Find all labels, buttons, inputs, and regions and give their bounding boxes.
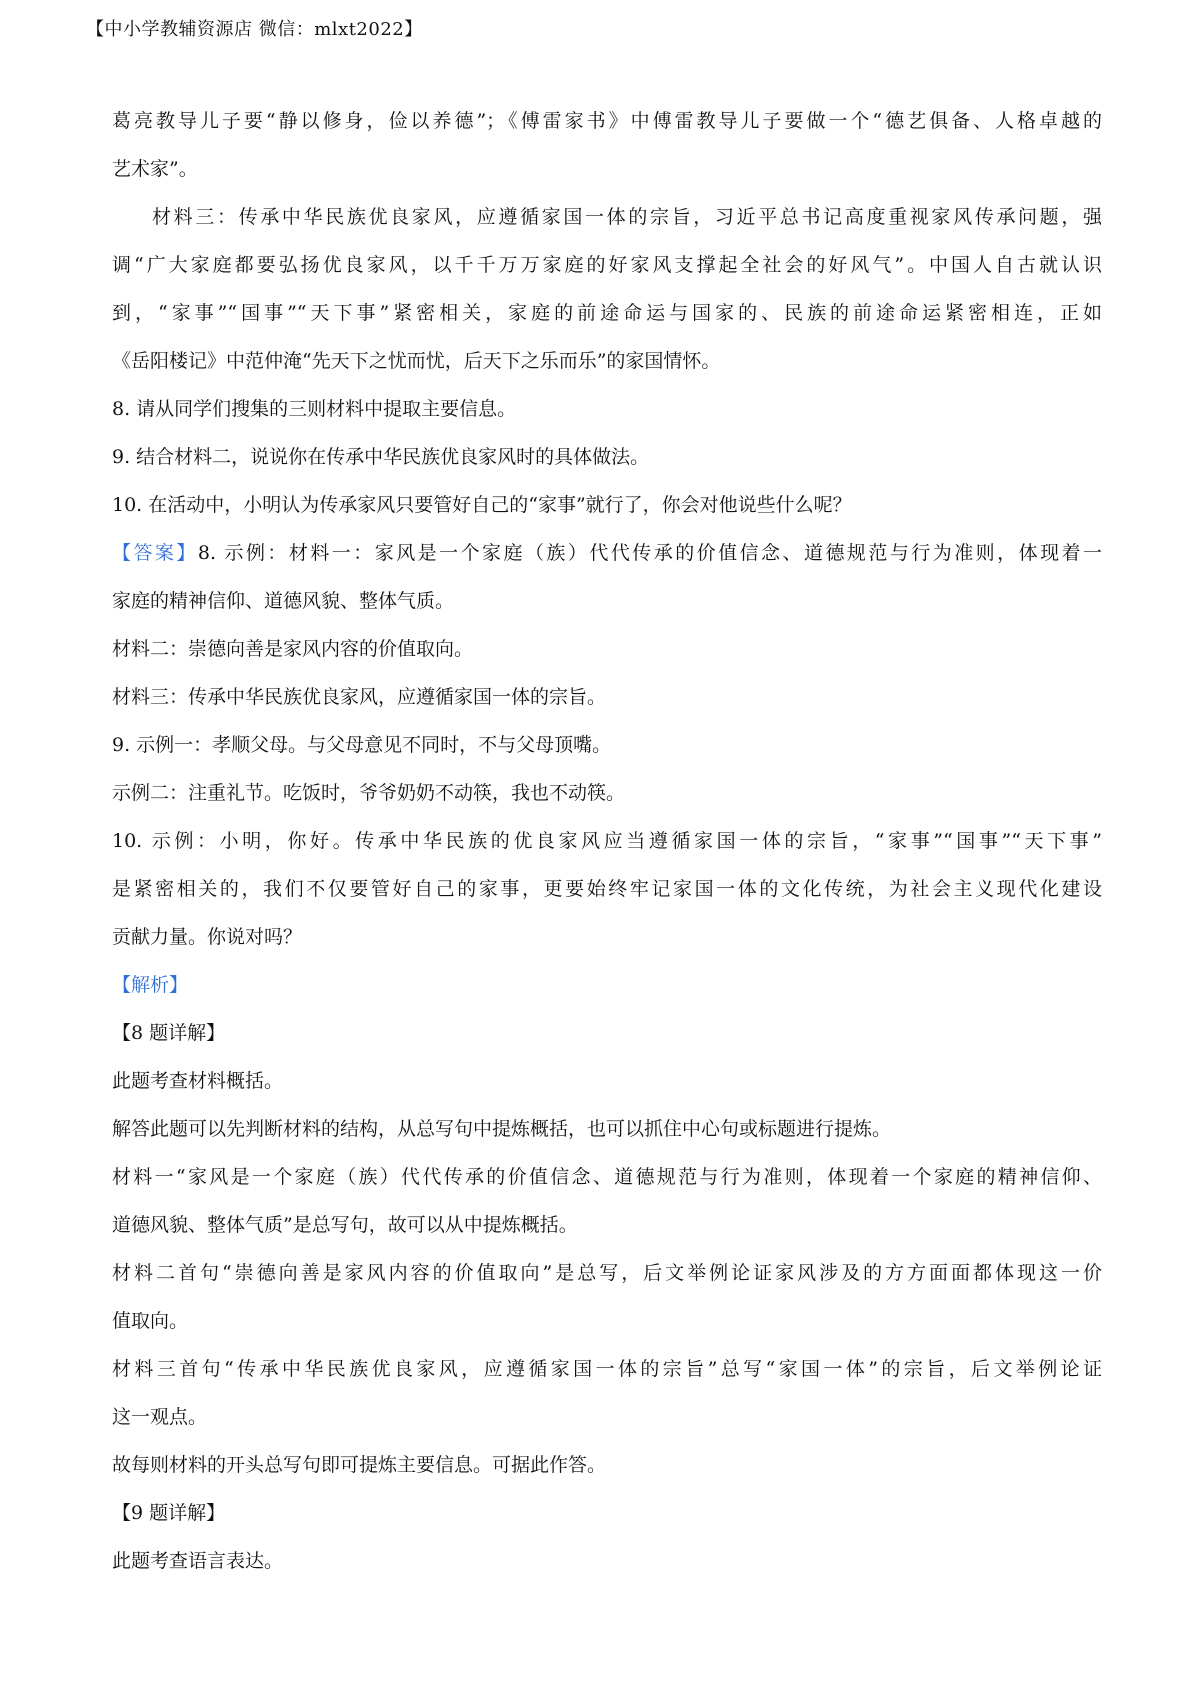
line-text: 材料一“家风是一个家庭（族）代代传承的价值信念、道德规范与行为准则，体现着一个家庭的精神信仰、 — [112, 1166, 1102, 1188]
text-line — [112, 721, 1102, 769]
line-text: 材料三：传承中华民族优良家风，应遵循家国一体的宗旨。 — [112, 686, 607, 708]
line-text: 这一观点。 — [112, 1406, 208, 1428]
text-line — [112, 1537, 1102, 1585]
text-line — [112, 1153, 1102, 1201]
text-line — [112, 97, 1102, 145]
line-text: 此题考查材料概括。 — [112, 1070, 284, 1092]
line-text: 9. 示例一：孝顺父母。与父母意见不同时，不与父母顶嘴。 — [112, 734, 612, 756]
text-line — [112, 481, 1102, 529]
text-line — [112, 1057, 1102, 1105]
text-line — [112, 193, 1102, 241]
line-text: 葛亮教导儿子要“静以修身，俭以养德”；《傅雷家书》中傅雷教导儿子要做一个“德艺俱备、人格卓越的 — [112, 110, 1102, 132]
answer-label: 【答案】 — [112, 542, 198, 564]
line-text: 示例二：注重礼节。吃饭时，爷爷奶奶不动筷，我也不动筷。 — [112, 782, 626, 804]
text-line — [112, 433, 1102, 481]
text-line — [112, 769, 1102, 817]
line-text: 材料三首句“传承中华民族优良家风，应遵循家国一体的宗旨”总写“家国一体”的宗旨，后文举例论证 — [112, 1358, 1102, 1380]
line-text: 《岳阳楼记》中范仲淹“先天下之忧而忧，后天下之乐而乐”的家国情怀。 — [112, 350, 721, 372]
text-line — [112, 529, 1102, 577]
line-text: 道德风貌、整体气质”是总写句，故可以从中提炼概括。 — [112, 1214, 578, 1236]
document-body — [112, 97, 1102, 1585]
line-text: 贡献力量。你说对吗？ — [112, 926, 303, 948]
text-line — [112, 673, 1102, 721]
watermark-header: 【中小学教辅资源店 微信：mlxt2022】 — [86, 19, 423, 40]
line-text: 【8 题详解】 — [112, 1022, 226, 1044]
line-text: 【9 题详解】 — [112, 1502, 226, 1524]
text-line — [112, 865, 1102, 913]
text-line — [112, 1249, 1102, 1297]
text-line — [112, 145, 1102, 193]
text-line — [112, 1441, 1102, 1489]
line-text: 到，“家事”“国事”“天下事”紧密相关，家庭的前途命运与国家的、民族的前途命运紧密相连，正如 — [112, 302, 1102, 324]
line-text: 值取向。 — [112, 1310, 189, 1332]
text-line — [112, 1105, 1102, 1153]
text-line — [112, 385, 1102, 433]
line-text: 解答此题可以先判断材料的结构，从总写句中提炼概括，也可以抓住中心句或标题进行提炼。 — [112, 1118, 892, 1140]
text-line — [112, 1489, 1102, 1537]
text-line — [112, 1345, 1102, 1393]
line-text: 8. 示例：材料一：家风是一个家庭（族）代代传承的价值信念、道德规范与行为准则，体现着一 — [197, 542, 1102, 564]
text-line — [112, 625, 1102, 673]
line-text: 艺术家”。 — [112, 158, 198, 180]
text-line — [112, 817, 1102, 865]
answer-label: 【解析】 — [112, 974, 189, 996]
line-text: 材料二首句“崇德向善是家风内容的价值取向”是总写，后文举例论证家风涉及的方方面面都体现这一价 — [112, 1262, 1102, 1284]
line-text: 10. 在活动中，小明认为传承家风只要管好自己的“家事”就行了，你会对他说些什么呢？ — [112, 494, 852, 516]
text-line — [112, 241, 1102, 289]
line-text: 材料二：崇德向善是家风内容的价值取向。 — [112, 638, 474, 660]
text-line — [112, 1201, 1102, 1249]
text-line — [112, 289, 1102, 337]
text-line — [112, 337, 1102, 385]
line-text: 故每则材料的开头总写句即可提炼主要信息。可据此作答。 — [112, 1454, 607, 1476]
line-text: 此题考查语言表达。 — [112, 1550, 284, 1572]
line-text: 调“广大家庭都要弘扬优良家风，以千千万万家庭的好家风支撑起全社会的好风气”。中国人自古就认识 — [112, 254, 1102, 276]
line-text: 家庭的精神信仰、道德风貌、整体气质。 — [112, 590, 455, 612]
line-text: 10. 示例：小明，你好。传承中华民族的优良家风应当遵循家国一体的宗旨，“家事”“国事”“天下事” — [112, 830, 1102, 852]
text-line — [112, 961, 1102, 1009]
text-line — [112, 1009, 1102, 1057]
text-line — [112, 1393, 1102, 1441]
text-line — [112, 913, 1102, 961]
text-line — [112, 577, 1102, 625]
line-text: 9. 结合材料二，说说你在传承中华民族优良家风时的具体做法。 — [112, 446, 650, 468]
line-text: 是紧密相关的，我们不仅要管好自己的家事，更要始终牢记家国一体的文化传统，为社会主义现代化建设 — [112, 878, 1102, 900]
line-text: 材料三：传承中华民族优良家风，应遵循家国一体的宗旨，习近平总书记高度重视家风传承问题，强 — [152, 206, 1102, 228]
text-line — [112, 1297, 1102, 1345]
line-text: 8. 请从同学们搜集的三则材料中提取主要信息。 — [112, 398, 517, 420]
